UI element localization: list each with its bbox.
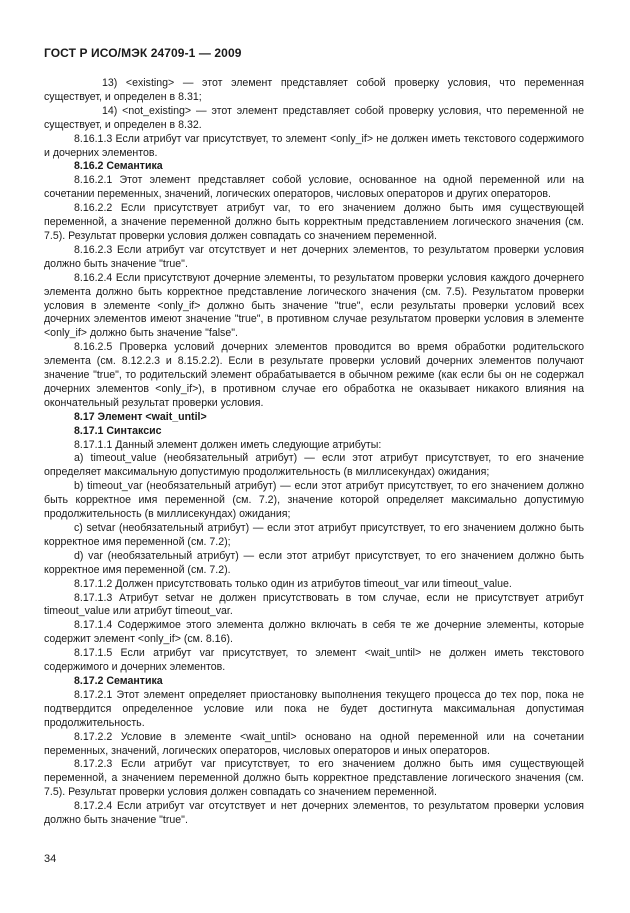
paragraph-8-17-1-4: 8.17.1.4 Содержимое этого элемента должно включать в себя те же дочерние элементы, которые содержит элемент <only_if> (см. 8.16). [44,619,584,646]
paragraph-8-16-1-3: 8.16.1.3 Если атрибут var присутствует, то элемент <only_if> не должен иметь текстового содержимого и дочерних элементов. [44,132,584,159]
paragraph-8-17-1-2: 8.17.1.2 Должен присутствовать только один из атрибутов timeout_var или timeout_value. [74,577,512,590]
page-header-title: ГОСТ Р ИСО/МЭК 24709-1 — 2009 [44,46,242,60]
paragraph-8-17-2-3: 8.17.2.3 Если атрибут var присутствует, то его значением должно быть имя существующей переменной, а значением переменной должно быть корректное представление логического значения (см. 7.5). Результат проверки условия должен совпадать со значением переменной. [44,758,584,799]
list-item-timeout-value: a) timeout_value (необязательный атрибут) — если этот атрибут присутствует, то его значение определяет максимальную допустимую продолжительность (в миллисекундах) ожидания; [44,452,584,479]
list-item-not-existing: 14) <not_existing> — этот элемент представляет собой проверку условия, что переменной не существует, и определен в 8.32. [44,104,584,131]
paragraph-8-16-2-4: 8.16.2.4 Если присутствуют дочерние элементы, то результатом проверки условия каждого дочернего элемента должно быть корректное представление логического значения (см. 7.5). Результатом проверки условия в элементе <only_if> должно быть значение "true", если результаты проверки условий всех дочерних элементов имеют значение "true", в противном случае результатом проверки условия в элементе <only_if> должно быть значение "false". [44,271,584,340]
paragraph-8-17-2-4: 8.17.2.4 Если атрибут var отсутствует и нет дочерних элементов, то результатом проверки условия должно быть значение "true". [44,800,584,827]
paragraph-8-17-1-5: 8.17.1.5 Если атрибут var присутствует, то элемент <wait_until> не должен иметь текстового содержимого и дочерних элементов. [44,647,584,674]
paragraph-8-17-2-2: 8.17.2.2 Условие в элементе <wait_until> основано на одной переменной или на сочетании переменных, значений, логических операторов, числовых операторов и иных операторов. [44,730,584,757]
paragraph-8-16-2-3: 8.16.2.3 Если атрибут var отсутствует и нет дочерних элементов, то результатом проверки условия должно быть значение "true". [44,243,584,270]
paragraph-8-16-2-2: 8.16.2.2 Если присутствует атрибут var, то его значением должно быть имя существующей переменной, а значение переменной должно быть корректным представлением логического значения (см. 7.5). Результат проверки условия должен совпадать со значением переменной. [44,202,584,242]
list-item-var: d) var (необязательный атрибут) — если этот атрибут присутствует, то его значением должно быть корректное имя переменной (см. 7.2). [44,549,584,576]
paragraph-8-17-2-1: 8.17.2.1 Этот элемент определяет приостановку выполнения текущего процесса до тех пор, пока не подтвердится определенное условие или пока не будет достигнута максимальная допустимая продолжительность. [44,688,584,729]
section-heading-8-16-2: 8.16.2 Семантика [74,160,163,173]
document-body [44,77,584,828]
list-item-existing: 13) <existing> — этот элемент представляет собой проверку условия, что переменная существует, и определен в 8.31; [44,77,584,103]
paragraph-8-16-2-1: 8.16.2.1 Этот элемент представляет собой условие, основанное на одной переменной или на сочетании переменных, значений, логических операторов, числовых операторов и других операторов. [44,174,584,201]
list-item-timeout-var: b) timeout_var (необязательный атрибут) — если этот атрибут присутствует, то его значением должно быть корректное имя переменной (см. 7.2), значение которой определяет максимально допустимую продолжительность (в миллисекундах) ожидания; [44,480,584,521]
list-item-setvar: c) setvar (необязательный атрибут) — если этот атрибут присутствует, то его значением должно быть корректное имя переменной (см. 7.2); [44,522,584,548]
paragraph-8-17-1-3: 8.17.1.3 Атрибут setvar не должен присутствовать в том случае, если не присутствует атрибут timeout_value или атрибут timeout_var. [44,591,584,618]
page-number: 34 [44,853,57,865]
section-heading-8-17-2: 8.17.2 Семантика [74,674,163,687]
section-heading-8-17-1: 8.17.1 Синтаксис [74,424,162,437]
paragraph-8-17-1-1: 8.17.1.1 Данный элемент должен иметь следующие атрибуты: [74,438,382,451]
section-heading-8-17: 8.17 Элемент <wait_until> [74,410,207,423]
paragraph-8-16-2-5: 8.16.2.5 Проверка условий дочерних элементов проводится во время обработки родительского элемента (см. 8.12.2.3 и 8.15.2.2). Если в результате проверки условий дочерних элементов получают значение "true", то родительский элемент обрабатывается в обычном режиме (как если бы он не содержал дочерних элементов <only_if>), в противном случае его обработка не оказывает никакого влияния на окончательный результат проверки условия. [44,341,584,409]
